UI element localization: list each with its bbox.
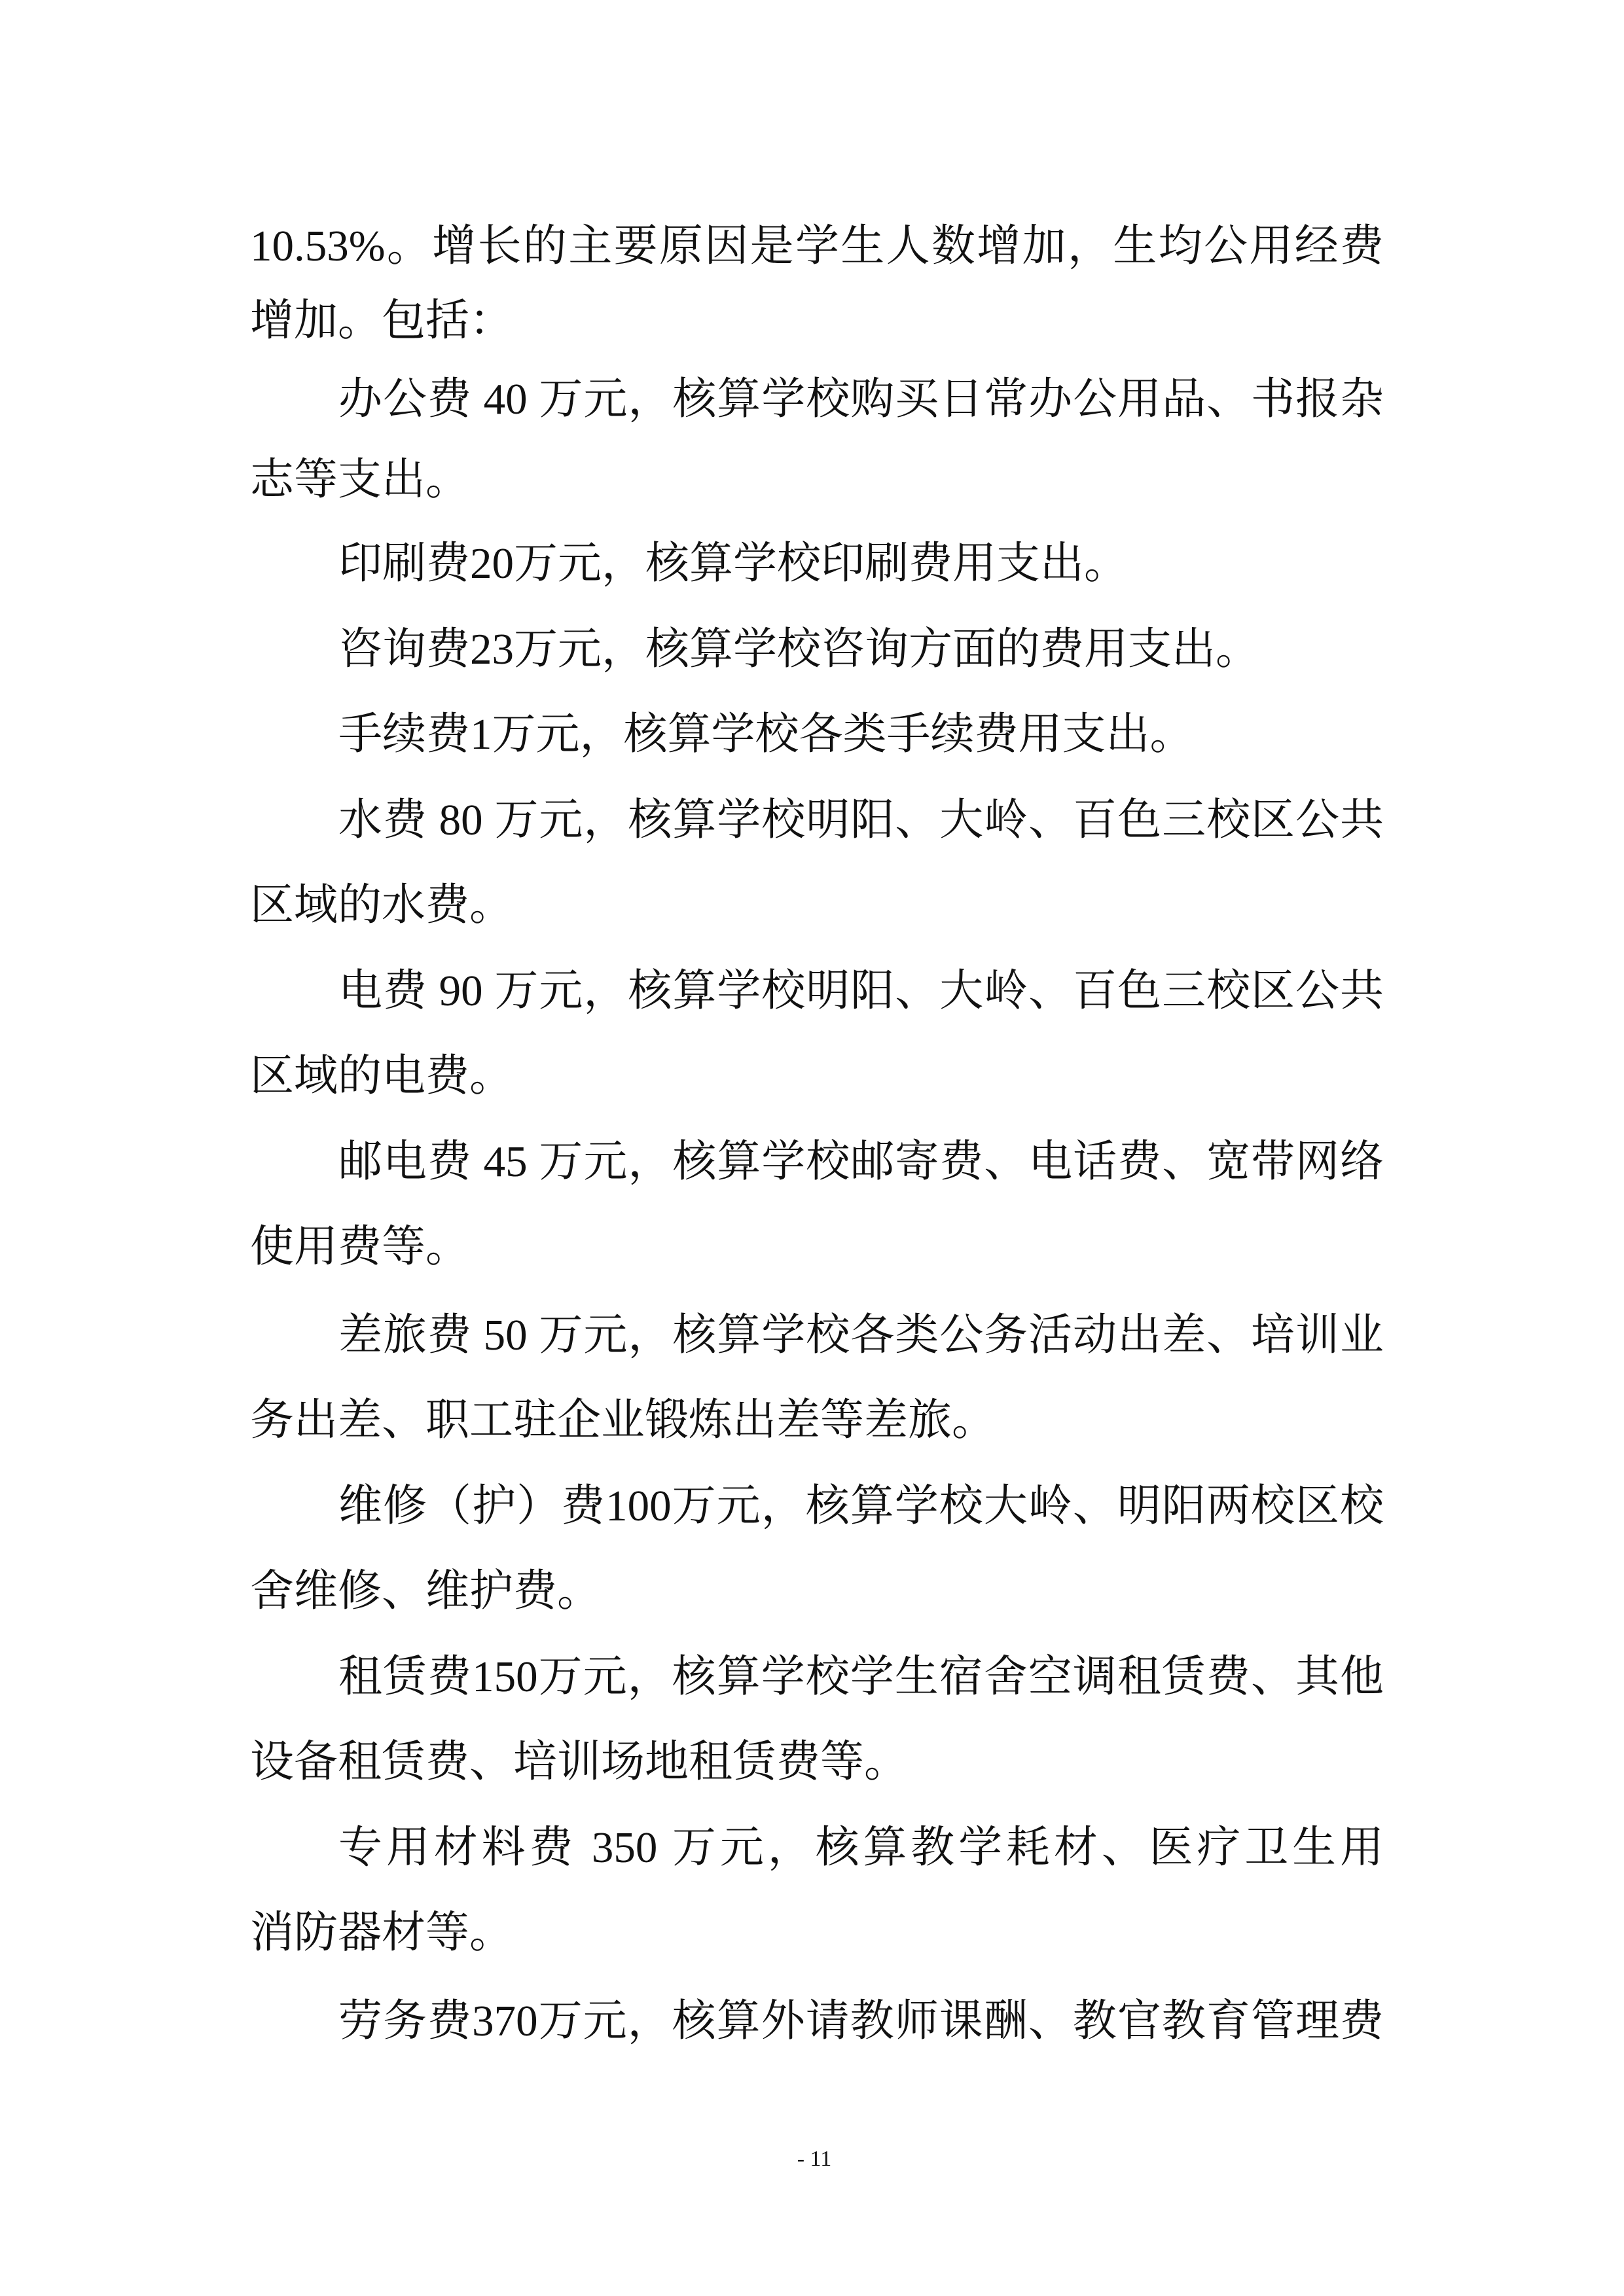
body-line: 消防器材等。 [250, 1909, 513, 1957]
body-line: 手续费1万元，核算学校各类手续费用支出。 [338, 710, 1194, 759]
body-line: 咨询费23万元，核算学校咨询方面的费用支出。 [338, 625, 1259, 673]
body-line: 印刷费20万元，核算学校印刷费用支出。 [338, 539, 1128, 588]
body-line: 舍维修、维护费。 [250, 1567, 601, 1615]
body-line: 维修（护）费100万元，核算学校大岭、明阳两校区校 [338, 1482, 1384, 1530]
body-line: 劳务费370万元，核算外请教师课酬、教官教育管理费 [338, 1997, 1384, 2045]
body-line: 区域的水费。 [250, 881, 513, 929]
body-line: 10.53%。增长的主要原因是学生人数增加，生均公用经费 [250, 222, 1384, 270]
body-line: 设备租赁费、培训场地租赁费等。 [250, 1738, 908, 1786]
body-line: 电费 90 万元，核算学校明阳、大岭、百色三校区公共 [338, 967, 1384, 1015]
body-line: 差旅费 50 万元，核算学校各类公务活动出差、培训业 [338, 1311, 1384, 1359]
body-line: 区域的电费。 [250, 1052, 513, 1100]
body-line: 使用费等。 [250, 1223, 469, 1271]
body-line: 务出差、职工驻企业锻炼出差等差旅。 [250, 1396, 996, 1444]
body-line: 增加。包括： [250, 296, 513, 345]
body-line: 专用材料费 350 万元，核算教学耗材、医疗卫生用 [338, 1823, 1384, 1872]
body-line: 水费 80 万元，核算学校明阳、大岭、百色三校区公共 [338, 796, 1384, 844]
body-line: 租赁费150万元，核算学校学生宿舍空调租赁费、其他 [338, 1653, 1384, 1701]
body-line: 志等支出。 [250, 456, 469, 504]
body-line: 办公费 40 万元，核算学校购买日常办公用品、书报杂 [338, 375, 1384, 423]
body-line: 邮电费 45 万元，核算学校邮寄费、电话费、宽带网络 [338, 1138, 1384, 1186]
page-number: - 11 [797, 2147, 832, 2171]
